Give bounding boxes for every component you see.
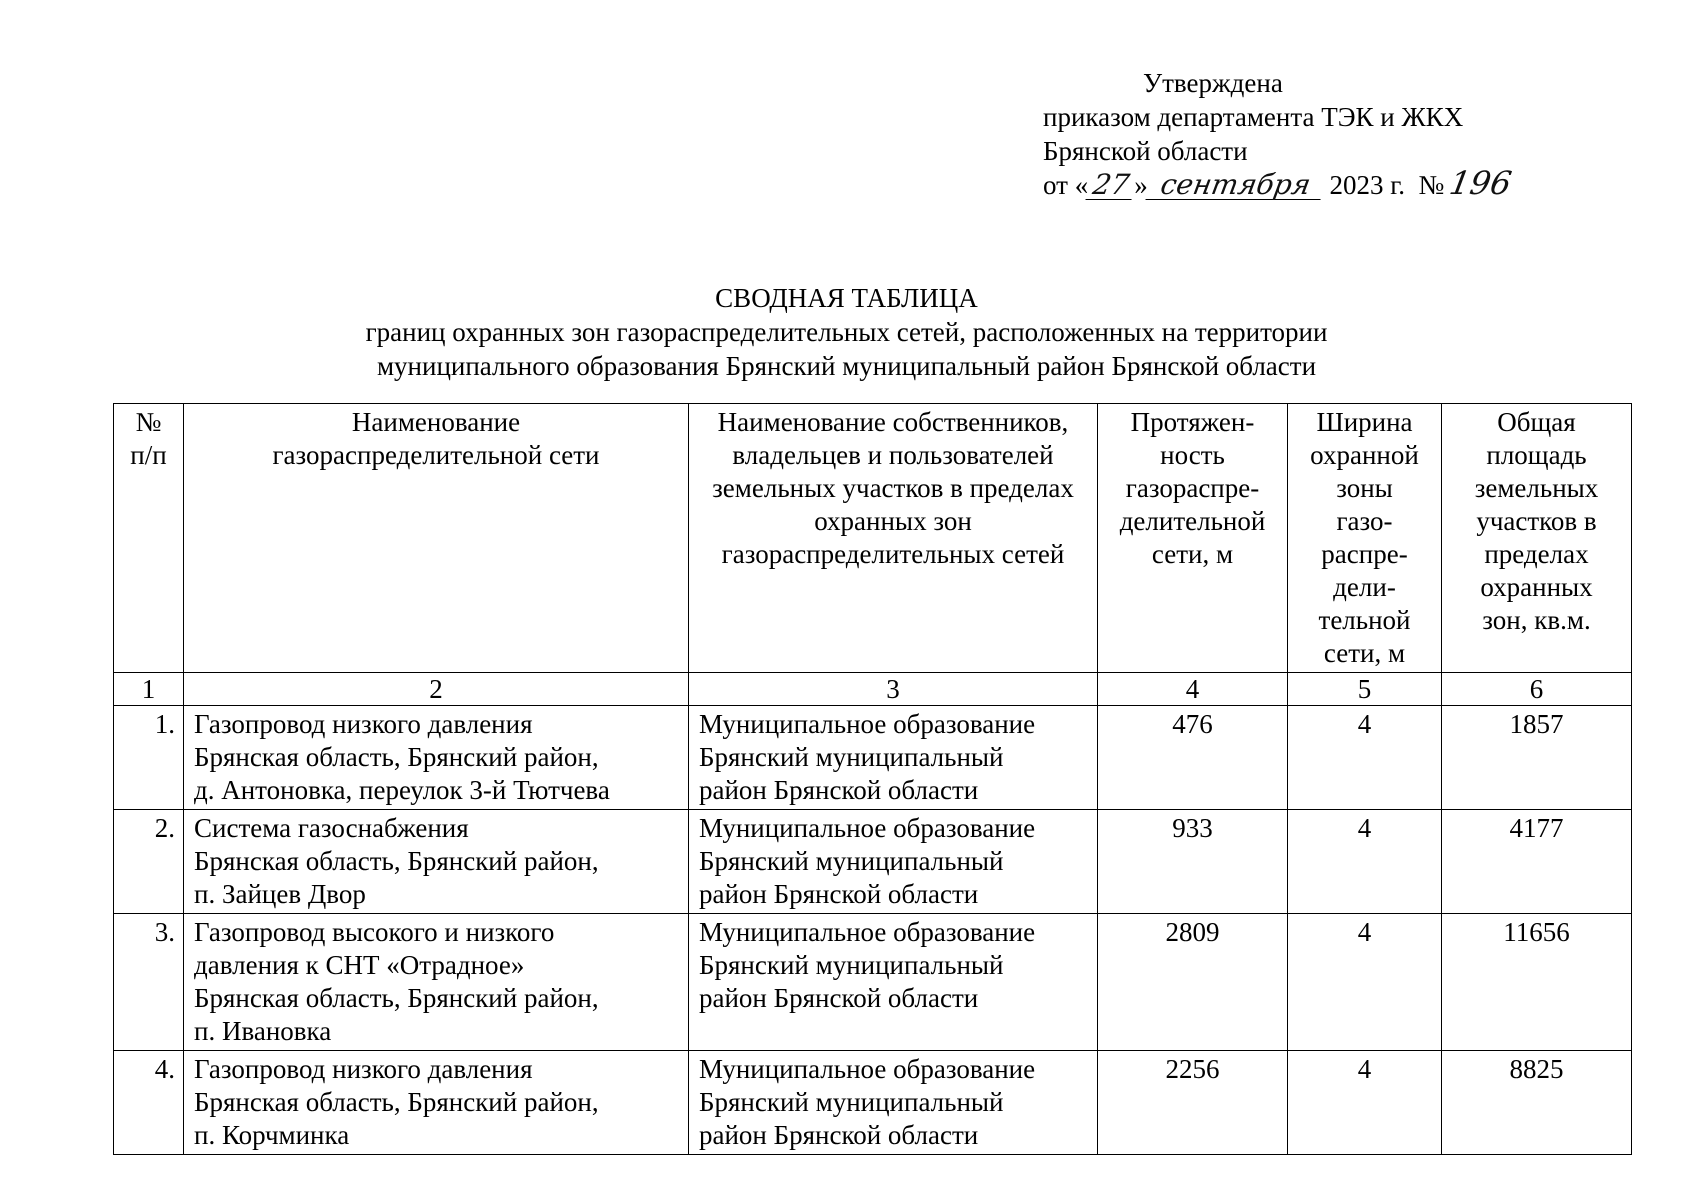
column-number: 1 — [114, 673, 184, 706]
row-length: 476 — [1098, 706, 1288, 810]
row-owner: Муниципальное образование Брянский муниципальный район Брянской области — [689, 706, 1098, 810]
row-network-name: Газопровод низкого давления Брянская область, Брянский район, д. Антоновка, переулок 3-й Тютчева — [184, 706, 689, 810]
row-length: 933 — [1098, 810, 1288, 914]
header-length: Протяжен- ность газораспре- делительной сети, м — [1098, 404, 1288, 673]
row-network-name: Газопровод низкого давления Брянская область, Брянский район, п. Корчминка — [184, 1051, 689, 1155]
row-number: 2. — [114, 810, 184, 914]
approval-line-order: приказом департамента ТЭК и ЖКХ — [1043, 102, 1464, 132]
row-length: 2256 — [1098, 1051, 1288, 1155]
row-number: 4. — [114, 1051, 184, 1155]
row-zone-width: 4 — [1288, 1051, 1442, 1155]
column-number: 2 — [184, 673, 689, 706]
row-owner: Муниципальное образование Брянский муниципальный район Брянской области — [689, 914, 1098, 1051]
summary-table — [113, 403, 1632, 1155]
handwritten-number: 196 — [1446, 164, 1515, 202]
document-subtitle-2: муниципального образования Брянский муниципальный район Брянской области — [376, 351, 1317, 381]
column-number: 6 — [1442, 673, 1632, 706]
header-network-name: Наименование газораспределительной сети — [184, 404, 689, 673]
row-owner: Муниципальное образование Брянский муниципальный район Брянской области — [689, 1051, 1098, 1155]
approval-line-region: Брянской области — [1043, 136, 1248, 166]
row-area: 1857 — [1442, 706, 1632, 810]
header-total-area: Общая площадь земельных участков в пределах охранных зон, кв.м. — [1442, 404, 1632, 673]
row-area: 8825 — [1442, 1051, 1632, 1155]
row-owner: Муниципальное образование Брянский муниципальный район Брянской области — [689, 810, 1098, 914]
column-number: 3 — [689, 673, 1098, 706]
row-length: 2809 — [1098, 914, 1288, 1051]
column-number-row — [114, 673, 1632, 706]
row-zone-width: 4 — [1288, 810, 1442, 914]
document-heading — [0, 281, 1693, 383]
number-sign: № — [1418, 170, 1445, 200]
approval-title: Утверждена — [1143, 68, 1283, 98]
table-row — [114, 914, 1632, 1051]
row-zone-width: 4 — [1288, 706, 1442, 810]
document-subtitle-1: границ охранных зон газораспределительных сетей, расположенных на территории — [365, 317, 1328, 347]
row-area: 4177 — [1442, 810, 1632, 914]
table-row — [114, 706, 1632, 810]
row-network-name: Система газоснабжения Брянская область, Брянский район, п. Зайцев Двор — [184, 810, 689, 914]
column-number: 5 — [1288, 673, 1442, 706]
row-number: 1. — [114, 706, 184, 810]
row-number: 3. — [114, 914, 184, 1051]
document-title: СВОДНАЯ ТАБЛИЦА — [715, 283, 978, 313]
handwritten-month: сентября — [1145, 171, 1325, 200]
date-mid: » — [1134, 170, 1148, 200]
column-number: 4 — [1098, 673, 1288, 706]
row-zone-width: 4 — [1288, 914, 1442, 1051]
header-owners: Наименование собственников, владельцев и пользователей земельных участков в пределах охранных зон газораспределительных сетей — [689, 404, 1098, 673]
date-year: 2023 г. — [1329, 170, 1405, 200]
table-header-row — [114, 404, 1632, 673]
handwritten-day: 27 — [1086, 171, 1137, 200]
header-zone-width: Ширина охранной зоны газо- распре- дели- тельной сети, м — [1288, 404, 1442, 673]
approval-stamp — [1043, 66, 1520, 202]
date-prefix: от « — [1043, 170, 1089, 200]
table-row — [114, 810, 1632, 914]
header-number: № п/п — [114, 404, 184, 673]
row-area: 11656 — [1442, 914, 1632, 1051]
row-network-name: Газопровод высокого и низкого давления к СНТ «Отрадное» Брянская область, Брянский район, п. Ивановка — [184, 914, 689, 1051]
approval-date-line — [1043, 164, 1520, 202]
table-row — [114, 1051, 1632, 1155]
